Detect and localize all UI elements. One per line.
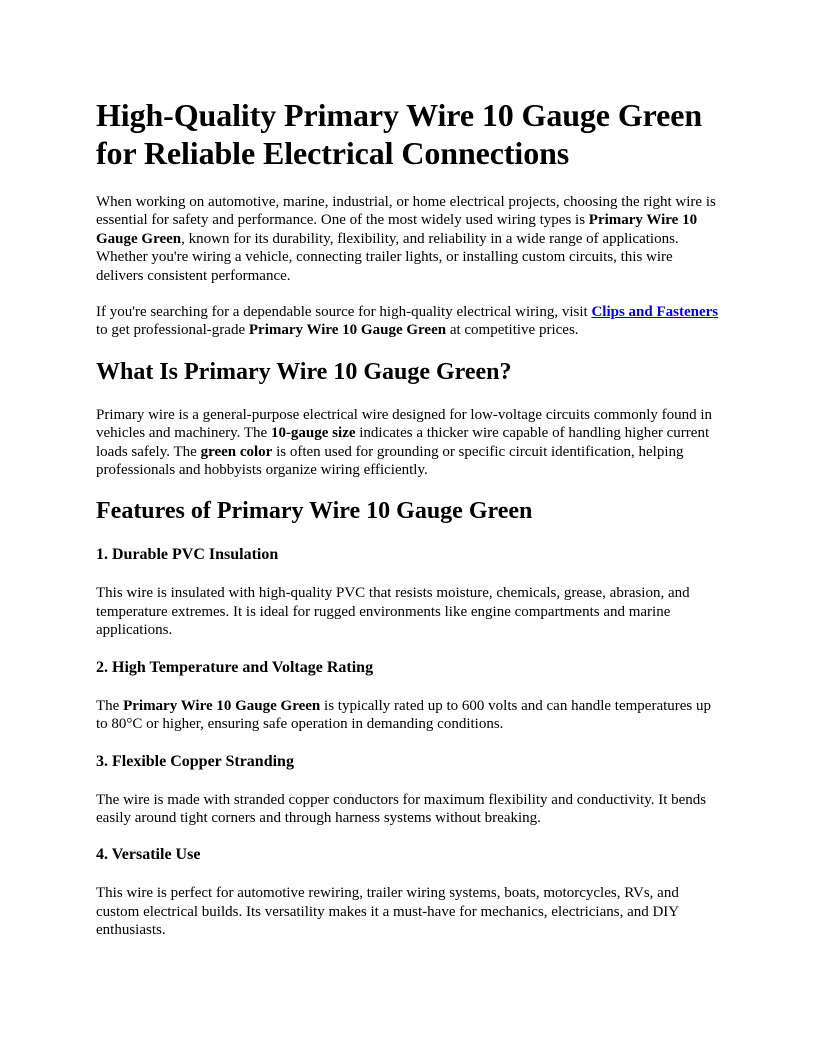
what-is-paragraph xyxy=(96,406,720,480)
feature-text-insulation: This wire is insulated with high-quality PVC that resists moisture, chemicals, grease, abrasion, and temperature extremes. It is ideal for rugged environments like engine compartments and marine applications. xyxy=(96,585,690,639)
feature-text-versatile: This wire is perfect for automotive rewiring, trailer wiring systems, boats, motorcycles, RVs, and custom electrical builds. Its versatility makes it a must-have for mechanics, electricians, and DIY enthusiasts. xyxy=(96,885,679,939)
body-text: is typically rated up to 600 volts and can handle temperatures up to 80°C or higher, ensuring safe operation in demanding conditions. xyxy=(96,697,712,733)
body-text: Primary wire is a general-purpose electrical wire designed for low-voltage circuits commonly found in vehicles and machinery. The xyxy=(96,406,713,442)
product-name-bold: Primary Wire 10 Gauge Green xyxy=(123,697,321,714)
product-name-bold: Primary Wire 10 Gauge Green xyxy=(248,322,447,339)
product-name-bold: Primary Wire 10 Gauge Green xyxy=(96,212,698,247)
body-text: The xyxy=(96,697,124,714)
section-heading-what-is: What Is Primary Wire 10 Gauge Green? xyxy=(96,358,512,385)
body-text: is often used for grounding or specific circuit identification, helping professionals and hobbyists organize wiring efficiently. xyxy=(96,443,684,479)
clips-and-fasteners-link[interactable]: Clips and Fasteners xyxy=(591,304,719,321)
intro-paragraph-2 xyxy=(96,303,720,340)
body-text: indicates a thicker wire capable of handling higher current loads safely. The xyxy=(96,425,710,460)
feature-text-stranding: The wire is made with stranded copper conductors for maximum flexibility and conductivity. It bends easily around tight corners and through harness systems without breaking. xyxy=(96,791,707,826)
page-title: High-Quality Primary Wire 10 Gauge Green for Reliable Electrical Connections xyxy=(96,97,703,171)
document-page xyxy=(96,96,720,958)
intro-text: If you're searching for a dependable source for high-quality electrical wiring, visit xyxy=(96,304,592,321)
feature-text-rating xyxy=(96,697,720,734)
feature-heading-insulation: 1. Durable PVC Insulation xyxy=(96,546,279,564)
feature-heading-versatile: 4. Versatile Use xyxy=(96,846,201,864)
gauge-size-bold: 10-gauge size xyxy=(270,425,356,442)
intro-text: , known for its durability, flexibility, and reliability in a wide range of applications. Whether you're wiring a vehicle, connecting trailer lights, or installing custom circuits, this wire delivers consistent performance. xyxy=(96,230,679,284)
intro-text: at competitive prices. xyxy=(446,322,579,339)
feature-heading-stranding: 3. Flexible Copper Stranding xyxy=(96,752,294,770)
intro-text: to get professional-grade xyxy=(96,322,249,339)
green-color-bold: green color xyxy=(200,443,273,460)
intro-text: When working on automotive, marine, industrial, or home electrical projects, choosing the right wire is essential for safety and performance. One of the most widely used wiring types is xyxy=(96,194,716,229)
intro-paragraph-1 xyxy=(96,193,720,285)
feature-heading-rating: 2. High Temperature and Voltage Rating xyxy=(96,658,374,676)
section-heading-features: Features of Primary Wire 10 Gauge Green xyxy=(96,498,533,525)
